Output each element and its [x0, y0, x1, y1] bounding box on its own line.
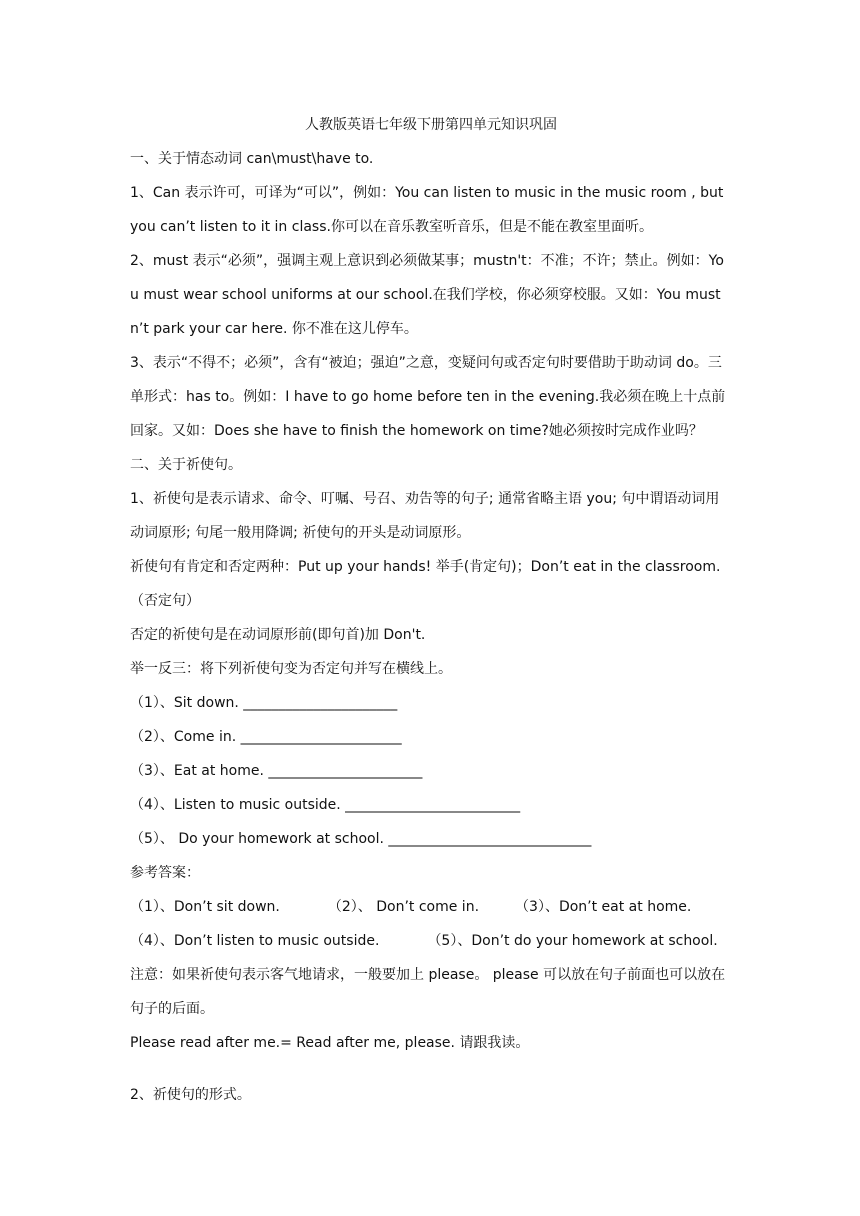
exercise-item-3: （3）、Eat at home. ______________________	[130, 763, 423, 779]
answer-3: （3）、Don’t eat at home.	[515, 899, 692, 915]
spacer	[130, 1060, 732, 1078]
document-title: 人教版英语七年级下册第四单元知识巩固	[305, 117, 557, 133]
please-example: Please read after me.= Read after me, please. 请跟我读。	[130, 1035, 530, 1051]
answer-5: （5）、Don’t do your homework at school.	[427, 933, 718, 949]
answers-row-1	[130, 890, 732, 924]
answer-heading: 参考答案：	[130, 865, 200, 881]
paragraph-imperative-types: 祈使句有肯定和否定两种：Put up your hands! 举手(肯定句)；Don’t eat in the classroom. （否定句）	[130, 559, 721, 609]
paragraph-have-to: 3、表示“不得不；必须”，含有“被迫；强迫”之意，变疑问句或否定句时要借助于助动词 do。三单形式：has to。例如：I have to go home before ten in the evening.我必须在晚上十点前回家。又如：Does she have to finish the homework on time?她必须按时完成作业吗？	[130, 355, 726, 439]
exercise-instruction: 举一反三：将下列祈使句变为否定句并写在横线上。	[130, 661, 452, 677]
document-body	[130, 108, 732, 1112]
paragraph-can: 1、Can 表示许可，可译为“可以”，例如：You can listen to music in the music room , but you can’t listen to it in class.你可以在音乐教室听音乐，但是不能在教室里面听。	[130, 185, 724, 235]
paragraph-must: 2、must 表示“必须”，强调主观上意识到必须做某事；mustn't：不准；不许；禁止。例如：You must wear school uniforms at our school.在我们学校，你必须穿校服。又如：You mustn’t park your car here. 你不准在这儿停车。	[130, 253, 724, 337]
paragraph-imperative-definition: 1、祈使句是表示请求、命令、叮嘱、号召、劝告等的句子; 通常省略主语 you; 句中谓语动词用动词原形; 句尾一般用降调; 祈使句的开头是动词原形。	[130, 491, 720, 541]
answer-4: （4）、Don’t listen to music outside.	[130, 933, 380, 949]
exercise-item-4: （4）、Listen to music outside. _________________________	[130, 797, 521, 813]
answer-2: （2）、 Don’t come in.	[327, 899, 480, 915]
answer-1: （1）、Don’t sit down.	[130, 899, 280, 915]
answers-row-2	[130, 924, 732, 958]
section-heading-imperatives: 二、关于祈使句。	[130, 457, 242, 473]
exercise-item-2: （2）、Come in. _______________________	[130, 729, 402, 745]
paragraph-negative-imperative: 否定的祈使句是在动词原形前(即句首)加 Don't.	[130, 627, 426, 643]
section-heading-modal-verbs: 一、关于情态动词 can\must\have to.	[130, 151, 374, 167]
note-paragraph: 注意：如果祈使句表示客气地请求，一般要加上 please。 please 可以放在句子前面也可以放在句子的后面。	[130, 967, 726, 1017]
exercise-item-1: （1）、Sit down. ______________________	[130, 695, 398, 711]
exercise-item-5: （5）、 Do your homework at school. _____________________________	[130, 831, 592, 847]
final-heading: 2、祈使句的形式。	[130, 1087, 251, 1103]
